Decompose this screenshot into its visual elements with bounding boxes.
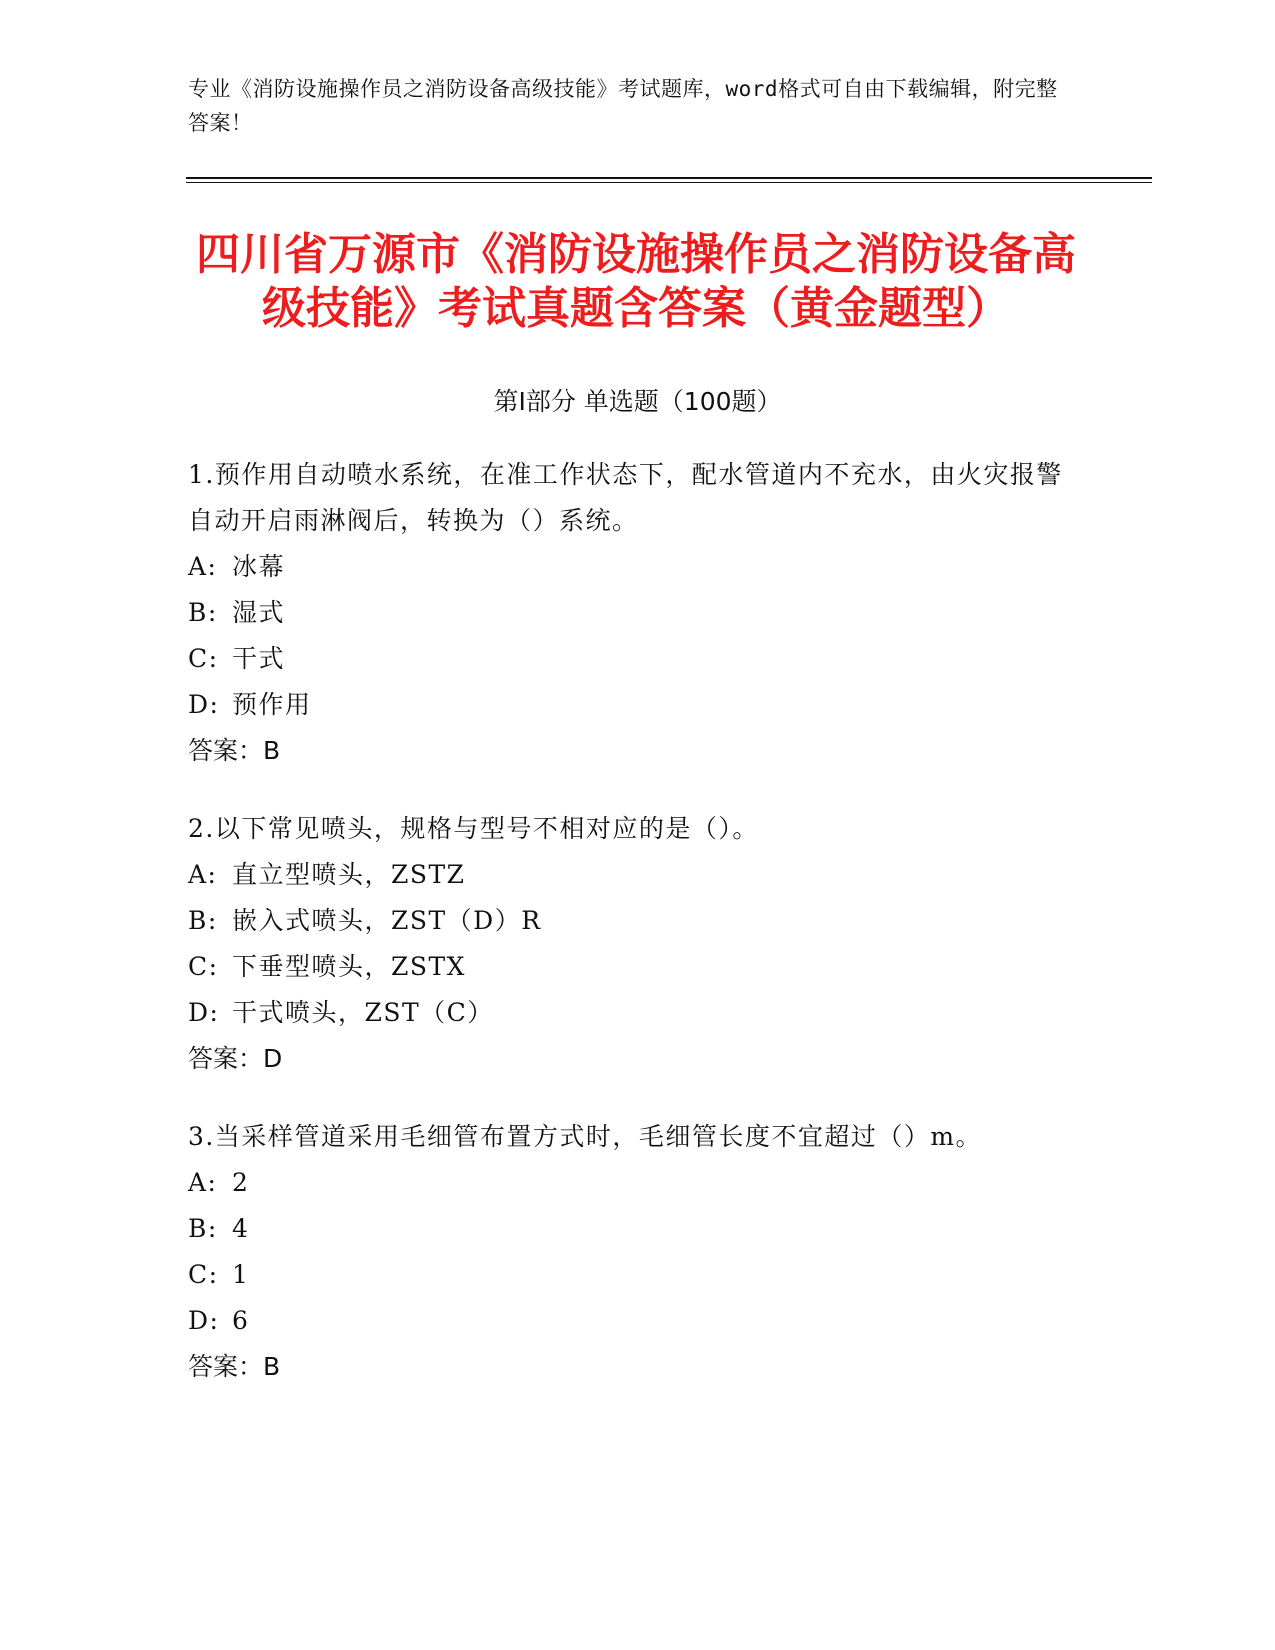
answer-line: 答案：B — [188, 1352, 281, 1381]
option-letter: D: — [188, 1306, 220, 1335]
option-b — [188, 590, 1068, 636]
option-d — [188, 682, 1068, 728]
option-letter: B: — [188, 598, 218, 627]
option-text: 直立型喷头，ZSTZ — [232, 860, 466, 889]
option-a — [188, 544, 1068, 590]
option-text: 湿式 — [232, 598, 286, 627]
option-letter: D: — [188, 690, 220, 719]
option-letter: C: — [188, 952, 219, 981]
option-b — [188, 898, 1068, 944]
header-divider-thin — [186, 182, 1152, 183]
answer-line: 答案：D — [188, 1044, 283, 1073]
option-letter: A: — [188, 860, 218, 889]
option-c — [188, 944, 1068, 990]
option-a — [188, 1160, 1068, 1206]
question-stem: 3.当采样管道采用毛细管布置方式时，毛细管长度不宜超过（）m。 — [188, 1122, 983, 1151]
option-letter: C: — [188, 644, 219, 673]
option-text: 干式喷头，ZST（C） — [232, 998, 494, 1027]
answer-line: 答案：B — [188, 736, 281, 765]
header-note: 专业《消防设施操作员之消防设备高级技能》考试题库，word格式可自由下载编辑，附完整答案！ — [188, 77, 1058, 135]
option-d — [188, 990, 1068, 1036]
option-letter: B: — [188, 1214, 218, 1243]
option-text: 1 — [232, 1260, 250, 1289]
option-text: 干式 — [232, 644, 286, 673]
option-text: 6 — [232, 1306, 250, 1335]
section-title: 第Ⅰ部分 单选题（100题） — [493, 387, 782, 416]
option-b — [188, 1206, 1068, 1252]
option-text: 下垂型喷头，ZSTX — [232, 952, 466, 981]
option-text: 嵌入式喷头，ZST（D）R — [232, 906, 542, 935]
document-title: 四川省万源市《消防设施操作员之消防设备高级技能》考试真题含答案（黄金题型） — [196, 229, 1076, 334]
option-d — [188, 1298, 1068, 1344]
question-1 — [188, 452, 1068, 774]
question-stem: 1.预作用自动喷水系统，在准工作状态下，配水管道内不充水，由火灾报警自动开启雨淋阀后，转换为（）系统。 — [188, 460, 1063, 535]
option-letter: C: — [188, 1260, 219, 1289]
option-text: 2 — [232, 1168, 250, 1197]
option-letter: B: — [188, 906, 218, 935]
question-2 — [188, 806, 1068, 1082]
header-divider-thick — [186, 177, 1152, 179]
question-stem: 2.以下常见喷头，规格与型号不相对应的是（）。 — [188, 814, 759, 843]
option-letter: A: — [188, 1168, 218, 1197]
option-c — [188, 1252, 1068, 1298]
option-c — [188, 636, 1068, 682]
option-text: 4 — [232, 1214, 250, 1243]
option-text: 冰幕 — [232, 552, 286, 581]
option-text: 预作用 — [232, 690, 312, 719]
option-letter: D: — [188, 998, 220, 1027]
option-a — [188, 852, 1068, 898]
question-3 — [188, 1114, 1068, 1390]
option-letter: A: — [188, 552, 218, 581]
